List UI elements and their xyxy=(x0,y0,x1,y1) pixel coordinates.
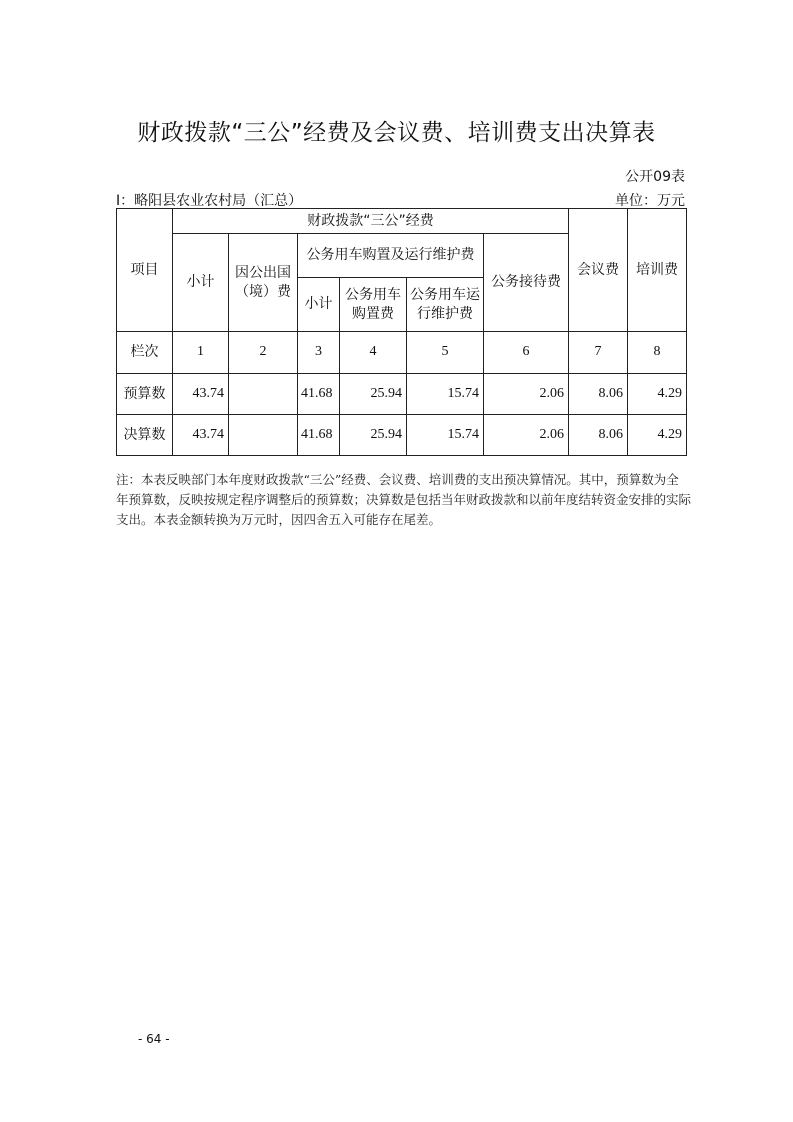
table-cell: 4 xyxy=(340,332,407,374)
header-vehicle-group: 公务用车购置及运行维护费 xyxy=(298,234,484,278)
row-label: 决算数 xyxy=(117,415,173,456)
row-label: 栏次 xyxy=(117,332,173,374)
agency-name: I：略阳县农业农村局（汇总） xyxy=(116,193,303,209)
table-cell: 4.29 xyxy=(628,415,687,456)
page-title: 财政拨款“三公”经费及会议费、培训费支出决算表 xyxy=(137,120,656,146)
table-cell: 8 xyxy=(628,332,687,374)
table-row xyxy=(117,415,687,456)
header-item: 项目 xyxy=(117,209,173,332)
header-subtotal: 小计 xyxy=(173,234,229,332)
table-cell: 8.06 xyxy=(569,374,628,415)
header-training: 培训费 xyxy=(628,209,687,332)
table-cell: 1 xyxy=(173,332,229,374)
header-reception: 公务接待费 xyxy=(484,234,569,332)
row-label: 预算数 xyxy=(117,374,173,415)
header-vehicle-subtotal: 小计 xyxy=(298,278,340,332)
header-abroad: 因公出国（境）费 xyxy=(229,234,298,332)
expenditure-table xyxy=(116,208,687,456)
header-three-public-group: 财政拨款“三公”经费 xyxy=(173,209,569,234)
table-cell: 41.68 xyxy=(298,374,340,415)
unit-label: 单位：万元 xyxy=(615,193,685,209)
table-cell: 2 xyxy=(229,332,298,374)
table-cell: 3 xyxy=(298,332,340,374)
table-cell: 5 xyxy=(407,332,484,374)
footnote: 注：本表反映部门本年度财政拨款“三公”经费、会议费、培训费的支出预决算情况。其中，预算数为全年预算数，反映按规定程序调整后的预算数；决算数是包括当年财政拨款和以前年度结转资金安排的实际支出。本表金额转换为万元时，因四舍五入可能存在尾差。 xyxy=(116,472,692,527)
header-meeting: 会议费 xyxy=(569,209,628,332)
table-cell: 4.29 xyxy=(628,374,687,415)
page-number: - 64 - xyxy=(138,1032,170,1046)
table-cell: 8.06 xyxy=(569,415,628,456)
table-cell xyxy=(229,415,298,456)
table-cell: 7 xyxy=(569,332,628,374)
table-cell: 15.74 xyxy=(407,415,484,456)
header-vehicle-maintenance: 公务用车运行维护费 xyxy=(407,278,484,332)
table-cell: 41.68 xyxy=(298,415,340,456)
table-cell: 2.06 xyxy=(484,374,569,415)
table-cell: 25.94 xyxy=(340,415,407,456)
table-cell: 43.74 xyxy=(173,415,229,456)
table-row xyxy=(117,374,687,415)
table-cell: 6 xyxy=(484,332,569,374)
form-number: 公开09表 xyxy=(625,169,685,185)
table-cell: 25.94 xyxy=(340,374,407,415)
header-vehicle-purchase: 公务用车购置费 xyxy=(340,278,407,332)
table-cell: 15.74 xyxy=(407,374,484,415)
table-row xyxy=(117,332,687,374)
table-cell: 2.06 xyxy=(484,415,569,456)
table-cell xyxy=(229,374,298,415)
table-cell: 43.74 xyxy=(173,374,229,415)
